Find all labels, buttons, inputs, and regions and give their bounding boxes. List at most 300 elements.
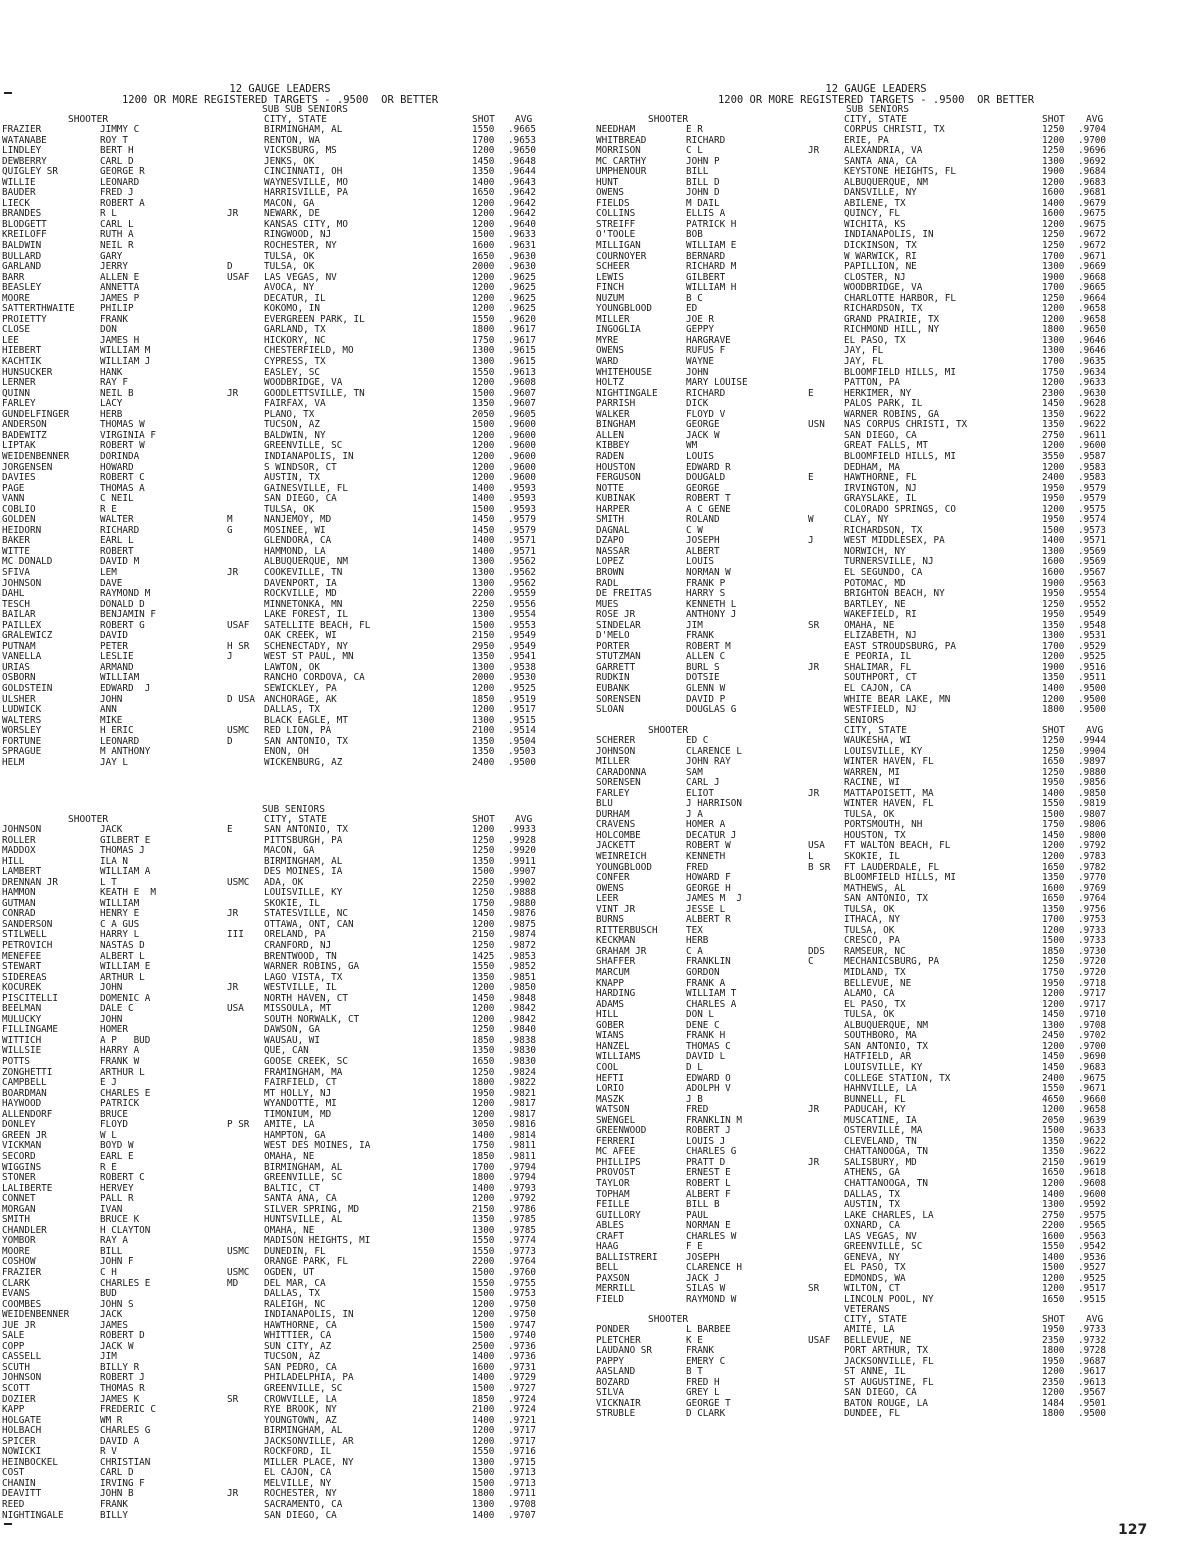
shooter-first-name: PATRICK H [686,219,737,230]
shooter-last-name: LERNER [2,378,36,389]
page-number: 127 [1118,1522,1148,1538]
shooter-suffix: USMC [227,877,250,888]
shooter-city-state: SEWICKLEY, PA [264,683,337,694]
shooter-first-name: H CLAYTON [100,1225,151,1236]
targets-shot: 1750 [472,898,495,909]
shooting-average: .9500 [1078,683,1106,694]
shooter-last-name: KNAPP [596,978,624,989]
targets-shot: 1500 [472,1289,495,1300]
targets-shot: 1200 [472,272,495,283]
col-header-shot: SHOT [472,814,495,825]
shooter-first-name: JOHN [100,983,123,994]
shooter-city-state: EL PASO, TX [844,335,906,346]
shooter-city-state: QUE, CAN [264,1046,309,1057]
shooter-city-state: OMAHA, NE [844,620,895,631]
shooter-city-state: HERKIMER, NY [844,388,912,399]
shooter-last-name: STUTZMAN [596,652,641,663]
targets-shot: 1800 [472,1489,495,1500]
shooter-last-name: DURHAM [596,809,630,820]
targets-shot: 1200 [472,1436,495,1447]
shooting-average: .9665 [508,125,536,135]
targets-shot: 1700 [1042,251,1065,262]
shooting-average: .9565 [1078,1221,1106,1232]
shooter-last-name: MASZK [596,1094,624,1105]
shooter-suffix: JR [808,1105,820,1116]
shooter-city-state: RAMSEUR, NC [844,946,906,957]
shooter-last-name: EVANS [2,1289,30,1300]
shooter-last-name: DONLEY [2,1120,36,1131]
shooting-average: .9733 [1078,925,1106,936]
shooter-last-name: GREENWOOD [596,1126,647,1137]
shooter-city-state: WAKEFIELD, RI [844,610,917,621]
right-column [596,0,1186,1500]
shooting-average: .9617 [508,325,536,336]
shooter-last-name: PAGE [2,483,25,494]
shooting-average: .9822 [508,1078,536,1089]
shooter-last-name: BROWN [596,567,624,578]
shooter-city-state: INDIANAPOLIS, IN [844,230,934,241]
shooter-city-state: ORANGE PARK, FL [264,1257,348,1268]
shooter-city-state: SOUTHPORT, CT [844,673,917,684]
shooter-last-name: WATANABE [2,135,47,146]
shooter-last-name: HAMMON [2,888,36,899]
shooter-last-name: DRENNAN JR [2,877,58,888]
shooter-city-state: ERIE, PA [844,135,889,146]
shooter-last-name: STONER [2,1173,36,1184]
shooting-average: .9538 [508,662,536,673]
shooter-first-name: DAVID P [686,694,726,705]
shooting-average: .9650 [1078,325,1106,336]
shooter-first-name: CHARLES E [100,1278,151,1289]
shooting-average: .9646 [1078,335,1106,346]
shooter-first-name: ALLEN E [100,272,140,283]
targets-shot: 2000 [472,262,495,273]
shooter-last-name: COURNOYER [596,251,647,262]
shooting-average: .9817 [508,1109,536,1120]
shooter-first-name: EMERY C [686,1356,726,1367]
targets-shot: 1700 [472,1162,495,1173]
shooting-average: .9897 [1078,757,1106,768]
targets-shot: 1800 [472,1173,495,1184]
shooting-average: .9630 [1078,388,1106,399]
targets-shot: 1350 [472,1046,495,1057]
shooting-average: .9824 [508,1067,536,1078]
shooter-first-name: ALBERT F [686,1189,731,1200]
targets-shot: 1850 [472,694,495,705]
shooter-last-name: WORSLEY [2,726,42,737]
shooting-average: .9707 [508,1510,536,1521]
shooting-average: .9665 [1078,283,1106,294]
shooter-city-state: PLANO, TX [264,409,315,420]
shooter-last-name: COOL [596,1062,619,1073]
shooter-last-name: NUZUM [596,293,624,304]
shooter-last-name: FEILLE [596,1200,630,1211]
shooter-first-name: JACK [100,825,123,835]
targets-shot: 1750 [472,1141,495,1152]
shooter-first-name: THOMAS R [100,1383,145,1394]
shooter-first-name: RICHARD [100,525,140,536]
shooter-first-name: FRED [686,862,709,873]
shooter-last-name: ANDERSON [2,420,47,431]
shooter-last-name: GUTMAN [2,898,36,909]
shooter-last-name: HARPER [596,504,630,515]
shooter-city-state: SAN DIEGO, CA [264,1510,337,1521]
shooter-city-state: SAN DIEGO, CA [844,1388,917,1399]
targets-shot: 1500 [472,420,495,431]
shooter-last-name: HILL [2,856,25,867]
shooter-city-state: COLLEGE STATION, TX [844,1073,951,1084]
shooter-first-name: ROY T [100,135,128,146]
shooter-first-name: DAVID [100,631,128,642]
shooter-city-state: DAWSON, GA [264,1025,320,1036]
shooter-last-name: GUNDELFINGER [2,409,70,420]
shooter-city-state: CROWVILLE, LA [264,1394,337,1405]
targets-shot: 1200 [1042,304,1065,315]
targets-shot: 1200 [1042,441,1065,452]
shooter-first-name: DAVID L [686,1052,726,1063]
shooting-average: .9911 [508,856,536,867]
shooter-city-state: RICHARDSON, TX [844,304,923,315]
shooter-city-state: OSTERVILLE, MA [844,1126,923,1137]
targets-shot: 1200 [1042,1273,1065,1284]
shooter-first-name: J A [686,809,703,820]
shooter-last-name: ULSHER [2,694,36,705]
shooter-first-name: ANNETTA [100,283,140,294]
shooter-city-state: BARTLEY, NE [844,599,906,610]
shooter-last-name: SILVA [596,1388,624,1399]
shooter-city-state: DALLAS, TX [264,1289,320,1300]
shooter-last-name: RITTERBUSCH [596,925,658,936]
shooting-average: .9702 [1078,1031,1106,1042]
shooting-average: .9571 [508,536,536,547]
shooter-city-state: WHITE BEAR LAKE, MN [844,694,951,705]
shooting-average: .9525 [1078,652,1106,663]
shooter-city-state: ORELAND, PA [264,930,326,941]
shooting-average: .9732 [1078,1335,1106,1346]
shooter-first-name: RICHARD [686,135,726,146]
targets-shot: 1250 [1042,293,1065,304]
shooter-last-name: VANELLA [2,652,42,663]
targets-shot: 1500 [1042,936,1065,947]
shooter-first-name: DAVID A [100,1436,140,1447]
targets-shot: 1300 [1042,631,1065,642]
shooter-first-name: C H [100,1267,117,1278]
targets-shot: 1450 [472,156,495,167]
shooter-city-state: AUSTIN, TX [844,1200,900,1211]
shooting-average: .9785 [508,1215,536,1226]
shooting-average: .9851 [508,972,536,983]
shooter-city-state: DICKINSON, TX [844,241,917,252]
targets-shot: 1500 [472,1331,495,1342]
shooting-average: .9793 [508,1183,536,1194]
shooter-last-name: MC CARTHY [596,156,647,167]
shooter-first-name: ROBERT D [100,1331,145,1342]
shooter-last-name: SMITH [2,1215,30,1226]
shooter-city-state: CRANFORD, NJ [264,941,332,952]
shooter-last-name: CARADONNA [596,767,647,778]
shooter-city-state: HUNTSVILLE, AL [264,1215,343,1226]
shooter-last-name: COOMBES [2,1299,42,1310]
col-header-shot: SHOT [1042,114,1065,125]
targets-shot: 1450 [472,525,495,536]
shooter-last-name: KOCUREK [2,983,42,994]
shooter-first-name: LOUIS [686,557,714,568]
shooter-city-state: ROCKFORD, IL [264,1447,332,1458]
shooter-city-state: SILVER SPRING, MD [264,1204,360,1215]
shooting-average: .9615 [508,357,536,368]
shooter-first-name: VIRGINIA F [100,430,156,441]
targets-shot: 1350 [472,856,495,867]
col-header-city: CITY, STATE [264,814,327,825]
shooter-city-state: CHATTANOOGA, TN [844,1178,928,1189]
shooter-city-state: ST ANNE, IL [844,1367,906,1378]
shooter-first-name: CHARLES E [100,1088,151,1099]
targets-shot: 1250 [1042,146,1065,157]
targets-shot: 2150 [472,631,495,642]
shooter-first-name: JOSEPH [686,536,720,547]
shooter-first-name: FRANK [686,631,714,642]
targets-shot: 1450 [472,909,495,920]
shooter-first-name: CLARENCE L [686,746,742,757]
targets-shot: 1950 [1042,1356,1065,1367]
targets-shot: 1500 [472,1267,495,1278]
shooter-city-state: RED LION, PA [264,726,332,737]
shooter-city-state: AUSTIN, TX [264,473,320,484]
shooter-suffix: JR [808,788,820,799]
shooter-city-state: BRIGHTON BEACH, NY [844,589,945,600]
shooter-city-state: WESTVILLE, IL [264,983,337,994]
shooter-first-name: HENRY E [100,909,140,920]
shooter-city-state: CHESTERFIELD, MO [264,346,354,357]
shooter-city-state: LAKE FOREST, IL [264,610,348,621]
shooting-average: .9876 [508,909,536,920]
shooter-last-name: FIELD [596,1294,624,1305]
shooter-last-name: KIBBEY [596,441,630,452]
shooter-city-state: PITTSBURGH, PA [264,835,343,846]
shooter-last-name: PARRISH [596,399,636,410]
shooter-first-name: GEORGE R [100,167,145,178]
shooter-first-name: BILLY [100,1510,128,1521]
targets-shot: 1350 [472,736,495,747]
shooter-last-name: MORRISON [596,146,641,157]
targets-shot: 1550 [472,1447,495,1458]
shooter-first-name: RAY F [100,378,128,389]
shooter-last-name: TAYLOR [596,1178,630,1189]
shooting-average: .9811 [508,1151,536,1162]
shooter-first-name: WILLIAM E [100,962,151,973]
shooter-first-name: EARL E [100,1151,134,1162]
shooter-city-state: WARNER ROBINS, GA [264,962,360,973]
shooter-first-name: FRED [686,1105,709,1116]
shooter-last-name: PHILLIPS [596,1157,641,1168]
shooter-city-state: HICKORY, NC [264,335,326,346]
targets-shot: 1200 [1042,504,1065,515]
shooter-city-state: TUCSON, AZ [264,420,320,431]
shooter-first-name: WILLIAM A [100,867,151,878]
shooter-city-state: BLOOMFIELD HILLS, MI [844,451,956,462]
targets-shot: 2050 [1042,1115,1065,1126]
shooting-average: .9721 [508,1415,536,1426]
shooting-average: .9500 [1078,694,1106,705]
shooter-last-name: JORGENSEN [2,462,53,473]
left-column [0,0,590,1521]
targets-shot: 1950 [1042,610,1065,621]
targets-shot: 1500 [472,1478,495,1489]
shooter-first-name: L BARBEE [686,1325,731,1335]
shooter-first-name: GEORGE [686,483,720,494]
targets-shot: 1350 [472,1215,495,1226]
shooter-first-name: E J [100,1078,117,1089]
shooting-average: .9830 [508,1057,536,1068]
shooter-suffix: SR [808,620,820,631]
shooter-last-name: GARLAND [2,262,42,273]
shooter-city-state: LINCOLN POOL, NY [844,1294,934,1305]
shooter-last-name: BELL [596,1263,619,1274]
shooter-last-name: GRAHAM JR [596,946,647,957]
shooter-first-name: RUFUS F [686,346,726,357]
shooter-city-state: GOODLETTSVILLE, TN [264,388,365,399]
shooter-first-name: DALE C [100,1004,134,1015]
shooter-first-name: FLOYD [100,1120,128,1131]
targets-shot: 1500 [472,230,495,241]
shooter-last-name: LALIBERTE [2,1183,53,1194]
shooter-first-name: THOMAS A [100,483,145,494]
shooting-average: .9842 [508,1014,536,1025]
targets-shot: 2400 [1042,1073,1065,1084]
shooter-last-name: FERRERI [596,1136,636,1147]
shooter-first-name: DONALD D [100,599,145,610]
shooting-average: .9607 [508,388,536,399]
shooter-last-name: VICKMAN [2,1141,42,1152]
shooting-average: .9700 [1078,135,1106,146]
shooter-first-name: WILLIAM J [100,357,151,368]
shooter-suffix: P SR [227,1120,250,1131]
shooter-last-name: PORTER [596,641,630,652]
targets-shot: 1200 [472,983,495,994]
targets-shot: 1300 [472,610,495,621]
shooter-last-name: HEFTI [596,1073,624,1084]
shooting-average: .9615 [508,346,536,357]
shooting-average: .9811 [508,1141,536,1152]
shooter-first-name: FRANK [100,1500,128,1510]
shooter-first-name: H ERIC [100,726,134,737]
shooter-last-name: ROLLER [2,835,36,846]
shooter-last-name: SHAFFER [596,957,636,968]
shooter-first-name: ROBERT G [100,620,145,631]
shooting-average: .9622 [1078,1147,1106,1158]
shooter-city-state: SAN ANTONIO, TX [264,736,348,747]
targets-shot: 1400 [472,483,495,494]
targets-shot: 1650 [1042,1294,1065,1305]
targets-shot: 1300 [1042,262,1065,273]
targets-shot: 2200 [1042,1221,1065,1232]
shooter-first-name: WILLIAM T [686,989,737,1000]
shooting-average: .9658 [1078,314,1106,325]
shooter-city-state: STATESVILLE, NC [264,909,348,920]
shooter-city-state: INDIANAPOLIS, IN [264,1310,354,1321]
targets-shot: 1200 [472,462,495,473]
shooting-average: .9875 [508,919,536,930]
shooter-city-state: RINGWOOD, NJ [264,230,332,241]
shooter-first-name: GEORGE [686,420,720,431]
shooter-last-name: ROSE JR [596,610,636,621]
shooter-last-name: YOUNGBLOOD [596,304,652,315]
col-header-shot: SHOT [472,114,495,125]
shooter-city-state: RICHARDSON, TX [844,525,923,536]
shooting-average: .9608 [1078,1178,1106,1189]
shooter-last-name: HUNT [596,177,619,188]
shooting-average: .9773 [508,1246,536,1257]
shooter-city-state: DEDHAM, MA [844,462,900,473]
shooter-last-name: HAAG [596,1242,619,1253]
shooter-last-name: QUIGLEY SR [2,167,58,178]
targets-shot: 1300 [1042,1020,1065,1031]
shooter-first-name: JOSEPH [686,1252,720,1263]
shooter-city-state: PATTON, PA [844,378,900,389]
targets-shot: 1400 [472,494,495,505]
shooter-first-name: MARY LOUISE [686,378,748,389]
targets-shot: 1200 [472,209,495,220]
targets-shot: 2750 [1042,1210,1065,1221]
shooter-city-state: GLENDORA, CA [264,536,332,547]
targets-shot: 1500 [472,620,495,631]
shooting-average: .9764 [508,1257,536,1268]
shooter-first-name: DOTSIE [686,673,720,684]
shooter-last-name: MOORE [2,293,30,304]
shooter-suffix: E [227,825,233,835]
shooting-average: .9717 [508,1426,536,1437]
shooter-first-name: WILLIAM H [686,283,737,294]
shooter-last-name: DAHL [2,589,25,600]
shooting-average: .9840 [508,1025,536,1036]
shooting-average: .9536 [1078,1252,1106,1263]
targets-shot: 1600 [1042,557,1065,568]
shooting-average: .9635 [1078,357,1106,368]
left-subtitle: 1200 OR MORE REGISTERED TARGETS - .9500 OR BETTER [121,94,439,106]
targets-shot: 1250 [472,835,495,846]
shooter-first-name: J HARRISON [686,799,742,810]
targets-shot: 1850 [472,1035,495,1046]
shooter-city-state: GOOSE CREEK, SC [264,1057,348,1068]
shooter-first-name: JAMES H [100,335,140,346]
shooter-city-state: ROCHESTER, NY [264,241,337,252]
shooter-first-name: GEPPY [686,325,714,336]
shooter-last-name: KREILOFF [2,230,47,241]
shooter-last-name: HAYWOOD [2,1099,42,1110]
shooting-average: .9727 [508,1383,536,1394]
targets-shot: 1600 [1042,1231,1065,1242]
targets-shot: 1350 [1042,1147,1065,1158]
shooter-last-name: MYRE [596,335,619,346]
shooting-average: .9785 [508,1225,536,1236]
shooter-suffix: L [808,852,814,863]
shooter-last-name: MADDOX [2,846,36,857]
shooter-city-state: GREENVILLE, SC [264,441,343,452]
shooting-average: .9583 [1078,473,1106,484]
shooter-last-name: WEIDENBENNER [2,1310,70,1321]
shooter-first-name: BOYD W [100,1141,134,1152]
shooter-last-name: WITTE [2,546,30,557]
shooter-last-name: D'MELO [596,631,630,642]
shooter-last-name: WILLIAMS [596,1052,641,1063]
targets-shot: 2100 [472,1405,495,1416]
shooting-average: .9668 [1078,272,1106,283]
col-header-avg: AVG [1086,1314,1104,1325]
shooter-first-name: CARL D [100,1468,134,1479]
shooter-first-name: HOMER [100,1025,128,1036]
shooting-average: .9928 [508,835,536,846]
shooter-city-state: TULSA, OK [844,809,895,820]
